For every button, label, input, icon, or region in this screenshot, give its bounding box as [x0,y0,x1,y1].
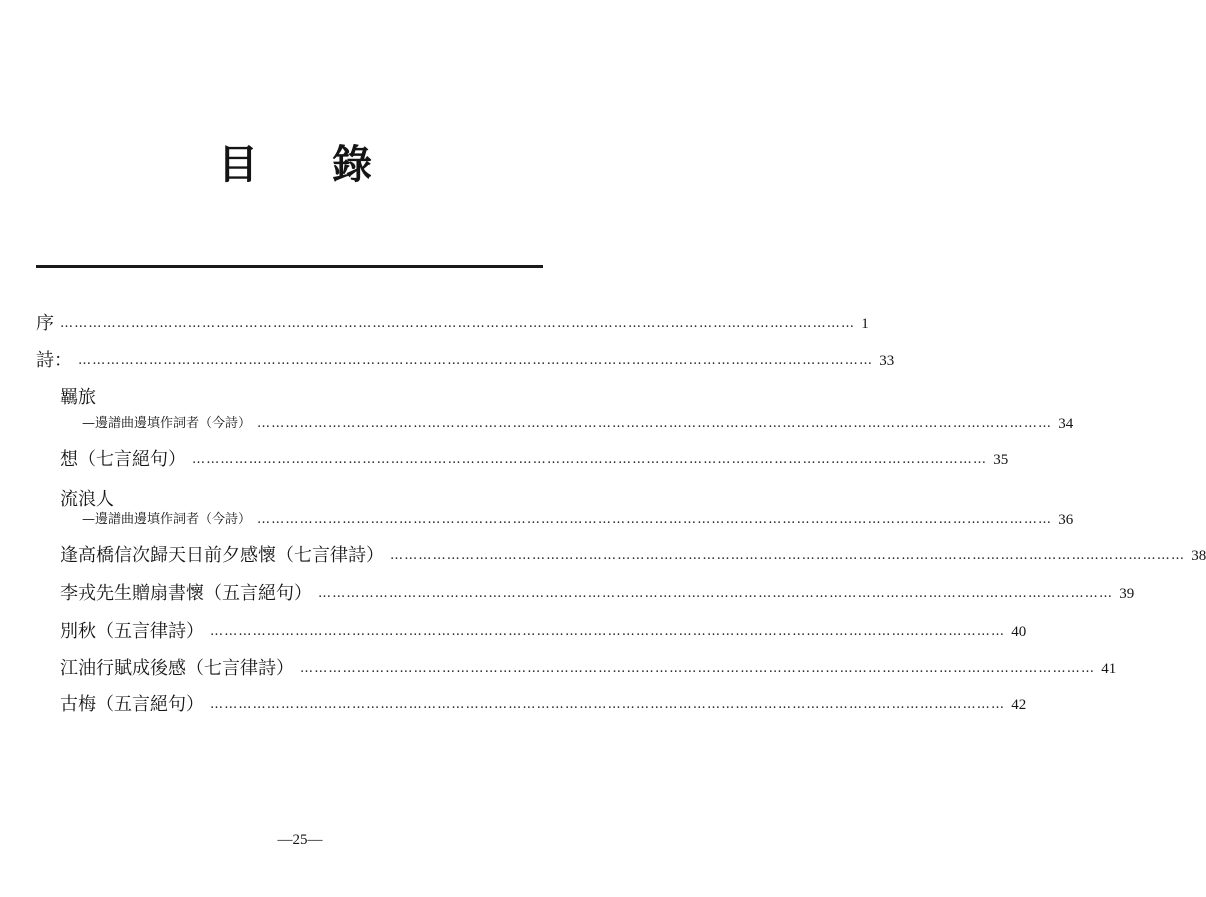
toc-entry-poems [36,349,895,373]
toc-entry-label: 想（七言絕句） [60,449,186,470]
toc-dot-leader: …………………………………………………………………………………………………………………………………………………… [60,316,856,331]
toc-page-number: 42 [1011,697,1027,713]
page-number-footer: —25— [277,832,323,848]
toc-page-number: 1 [861,316,869,332]
toc-entry-label: 序 [36,313,54,334]
toc-dot-leader: …………………………………………………………………………………………………………………………………………………… [318,586,1114,601]
toc-entry-preface [36,312,869,336]
toc-dot-leader: …………………………………………………………………………………………………………………………………………………… [192,452,988,467]
toc-entry [60,620,1027,644]
toc-entry-label: 詩： [36,350,72,371]
toc-page-number: 33 [879,353,895,369]
toc-entry [60,582,1135,606]
toc-entry-label: 別秋（五言律詩） [60,621,204,642]
toc-dot-leader: …………………………………………………………………………………………………………………………………………………… [210,624,1006,639]
toc-entry-sub [82,414,1074,434]
toc-entry-label: 古梅（五言絕句） [60,694,204,715]
toc-dot-leader: …………………………………………………………………………………………………………………………………………………… [257,416,1053,431]
toc-dot-leader: …………………………………………………………………………………………………………………………………………………… [300,661,1096,676]
toc-page-number: 38 [1191,548,1206,564]
toc-entry-label: 李戎先生贈扇書懷（五言絕句） [60,583,312,604]
toc-entry [60,693,1027,717]
toc-page-number: 39 [1119,586,1135,602]
toc-entry-sub [82,510,1074,530]
toc-dot-leader: …………………………………………………………………………………………………………………………………………………… [257,512,1053,527]
toc-entry-label: 江油行賦成後感（七言律詩） [60,658,294,679]
toc-page-number: 35 [993,452,1009,468]
toc-dot-leader: …………………………………………………………………………………………………………………………………………………… [78,353,874,368]
toc-dot-leader: …………………………………………………………………………………………………………………………………………………… [390,548,1186,563]
toc-entry-heading: 羈旅 [60,387,96,408]
toc-entry [60,657,1117,681]
page-title: 目 錄 [218,141,402,188]
toc-entry-heading: 流浪人 [60,489,114,510]
toc-page-number: 36 [1058,512,1074,528]
toc-entry-label: —邊譜曲邊填作詞者（今詩） [82,512,252,527]
toc-page-number: 34 [1058,416,1074,432]
toc-entry-label: —邊譜曲邊填作詞者（今詩） [82,416,252,431]
toc-entry [60,448,1009,472]
toc-entry [60,544,1206,568]
toc-entry-label: 逢高橋信次歸天日前夕感懷（七言律詩） [60,545,384,566]
toc-page-number: 40 [1011,624,1027,640]
toc-dot-leader: …………………………………………………………………………………………………………………………………………………… [210,697,1006,712]
toc-page-number: 41 [1101,661,1117,677]
